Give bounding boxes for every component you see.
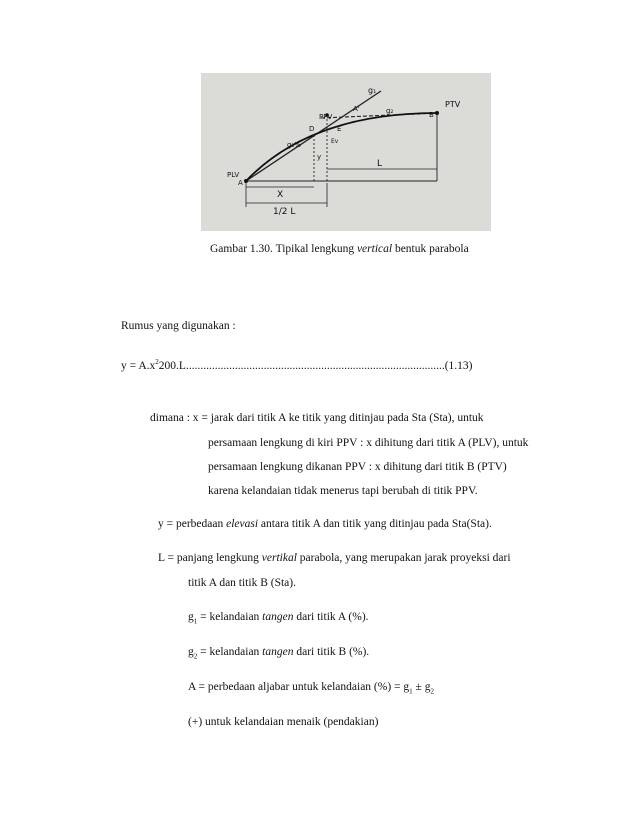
def-y-b: antara titik A dan titik yang ditinjau pada Sta(Sta). [258, 518, 492, 530]
label-half-l: 1/2 L [273, 207, 296, 217]
label-g2: g₂ [386, 107, 394, 115]
def-g1-a: g [188, 611, 194, 623]
definition-x-line-1: dimana : x = jarak dari titik A ke titik yang ditinjau pada Sta (Sta), untuk [150, 412, 484, 424]
definition-l-continued: titik A dan titik B (Sta). [188, 577, 296, 589]
definition-g1 [188, 610, 369, 628]
def-g2-a: g [188, 646, 194, 658]
definition-a [188, 680, 434, 698]
definition-x-line-3: persamaan lengkung dikanan PPV : x dihitung dari titik B (PTV) [208, 461, 507, 473]
def-g1-c: dari titik A (%). [293, 611, 369, 623]
label-ev: Ev [331, 138, 339, 145]
definition-g2 [188, 645, 369, 663]
def-a-sub1: 1 [409, 687, 413, 696]
def-l-italic: vertikal [261, 552, 297, 564]
point-b [435, 111, 439, 115]
caption-italic: vertical [356, 243, 393, 255]
vertical-curve-figure [201, 73, 491, 231]
vertical-curve-diagram [201, 73, 491, 231]
label-a: A [238, 179, 243, 187]
label-g1-pct: g₁% [287, 141, 301, 149]
point-a [244, 179, 248, 183]
caption-prefix: Gambar 1.30. Tipikal lengkung [210, 243, 357, 255]
formula-lhs: y = A.x [121, 359, 156, 372]
label-plv: PLV [227, 171, 240, 179]
label-ptv: PTV [445, 100, 461, 109]
def-a-sub2: 2 [430, 687, 434, 696]
label-l: L [377, 159, 383, 169]
formula-line [121, 355, 472, 373]
def-y-italic: elevasi [226, 518, 259, 530]
caption-suffix: bentuk parabola [392, 243, 469, 255]
definition-y [158, 517, 492, 531]
def-g2-sub: 2 [193, 652, 198, 661]
label-g1: g₁ [368, 86, 377, 95]
def-l-b: parabola, yang merupakan jarak proyeksi dari [296, 552, 511, 564]
def-y-a: y = perbedaan [158, 518, 227, 530]
formula-number: (1.13) [444, 359, 473, 372]
definition-plus-sign: (+) untuk kelandaian menaik (pendakian) [188, 716, 379, 728]
def-a-a: A = perbedaan aljabar untuk kelandaian (%) = g [188, 681, 410, 693]
label-x: X [277, 190, 284, 200]
definition-x-line-4: karena kelandaian tidak menerus tapi berubah di titik PPV. [208, 485, 478, 497]
def-a-b: ± g [412, 681, 431, 693]
label-y: y [317, 153, 322, 161]
definition-x-line-2: persamaan lengkung di kiri PPV : x dihitung dari titik A (PLV), untuk [208, 437, 529, 449]
formula-exponent: 2 [155, 358, 159, 366]
def-g2-c: dari titik B (%). [293, 646, 370, 658]
formula-denominator: 200.L [158, 359, 186, 372]
formula-dots: .......................................................................................... [185, 359, 445, 372]
def-g1-b: = kelandaian [197, 611, 263, 623]
label-b: B [429, 111, 434, 119]
def-g1-italic: tangen [262, 611, 294, 623]
figure-caption [210, 242, 469, 256]
label-ppv: PPV [319, 113, 333, 121]
def-g2-b: = kelandaian [197, 646, 263, 658]
def-g1-sub: 1 [193, 617, 198, 626]
def-l-a: L = panjang lengkung [158, 552, 262, 564]
label-d: D [309, 125, 315, 133]
label-a-prime: A' [353, 105, 360, 113]
label-e: E [337, 125, 342, 133]
def-g2-italic: tangen [262, 646, 294, 658]
formula-heading: Rumus yang digunakan : [121, 320, 236, 332]
definition-l [158, 551, 511, 565]
